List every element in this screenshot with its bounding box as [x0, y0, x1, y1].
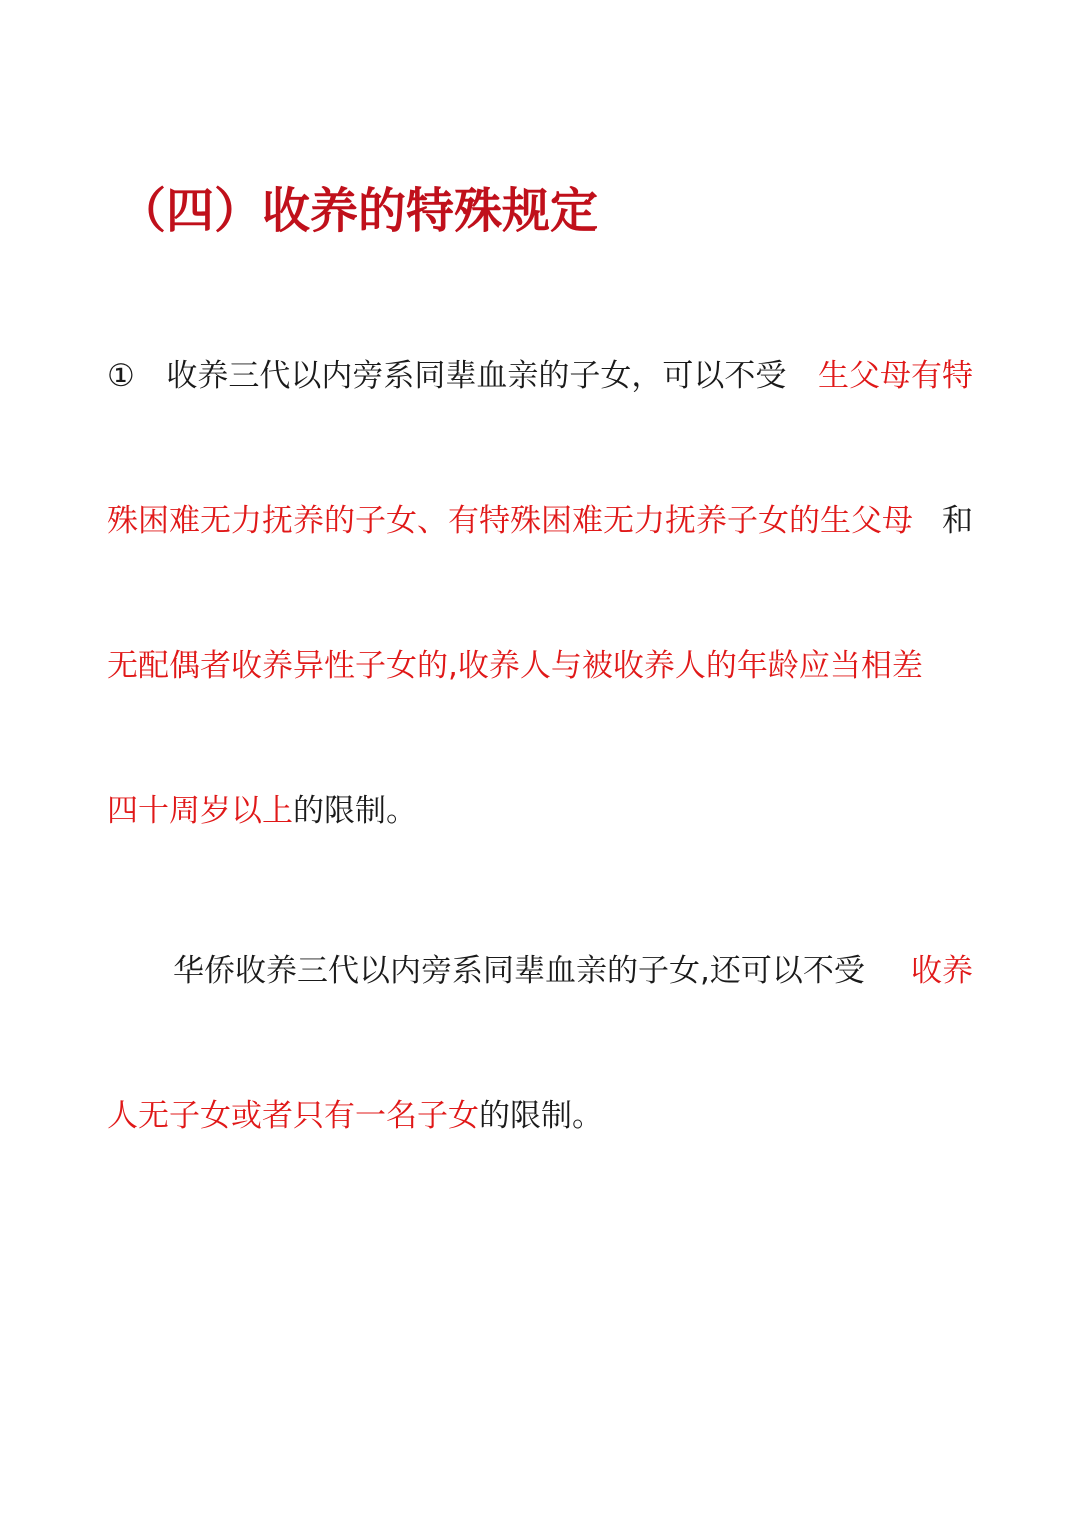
text-segment: 收养三代以内旁系同辈血亲的子女，可以不受 [166, 358, 787, 394]
highlighted-text-segment: 殊困难无力抚养的子女、有特殊困难无力抚养子女的生父母 [107, 503, 913, 539]
paragraph-1-line-3 [107, 636, 973, 696]
paragraph-1-line-1 [107, 346, 973, 406]
text-segment: 的限制。 [479, 1098, 603, 1134]
text-segment: 的限制。 [293, 793, 417, 829]
paragraph-1-line-2 [107, 491, 973, 551]
text-segment: 和 [942, 503, 973, 539]
circled-number-one: ① [107, 358, 135, 394]
highlighted-text-segment: 收养 [911, 953, 973, 989]
paragraph-2-line-2 [107, 1086, 973, 1146]
highlighted-text-segment: 无配偶者收养异性子女的,收养人与被收养人的年龄应当相差 [107, 648, 923, 684]
paragraph-2-line-1 [173, 941, 973, 1001]
highlighted-text-segment: 人无子女或者只有一名子女 [107, 1098, 479, 1134]
paragraph-1-line-4 [107, 781, 973, 841]
highlighted-text-segment: 四十周岁以上 [107, 793, 293, 829]
highlighted-text-segment: 生父母有特 [817, 358, 973, 394]
text-segment: 华侨收养三代以内旁系同辈血亲的子女,还可以不受 [173, 953, 865, 989]
section-heading: （四）收养的特殊规定 [118, 183, 599, 239]
